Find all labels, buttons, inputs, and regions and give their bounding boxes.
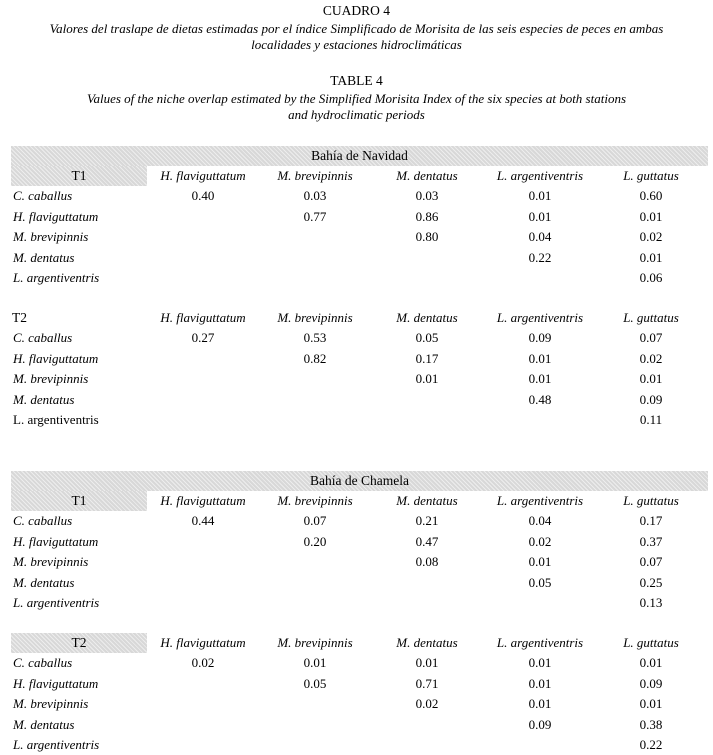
table-cell: 0.02 (528, 533, 552, 549)
table-cell: 0.01 (528, 371, 552, 387)
row-label: C. caballus (13, 655, 73, 671)
table-cell: 0.01 (528, 696, 552, 712)
column-header: L. guttatus (623, 635, 679, 650)
table-cell: 0.48 (528, 391, 552, 407)
table-cell: 0.01 (528, 655, 552, 671)
row-label: M. dentatus (13, 249, 75, 265)
table-cell: 0.09 (528, 330, 552, 346)
row-label: L. argentiventris (13, 270, 100, 285)
table-cell: 0.07 (639, 554, 663, 570)
column-header: M. dentatus (396, 635, 458, 650)
caption-en-title: TABLE 4 (330, 73, 383, 88)
table-cell: 0.01 (528, 675, 552, 691)
table-cell: 0.05 (528, 574, 552, 590)
row-label: M. brevipinnis (13, 696, 89, 712)
table-cell: 0.21 (415, 513, 439, 529)
column-header: H. flaviguttatum (160, 168, 246, 183)
table-cell: 0.02 (415, 696, 439, 712)
row-label: M. brevipinnis (13, 554, 89, 570)
table-cell: 0.01 (528, 554, 552, 570)
table-cell: 0.17 (639, 513, 663, 529)
row-label: L. argentiventris (13, 595, 100, 610)
table-cell: 0.01 (639, 371, 663, 387)
table-cell: 0.01 (528, 208, 552, 224)
column-header: L. argentiventris (496, 168, 584, 183)
row-label: H. flaviguttatum (13, 350, 99, 366)
column-header: M. brevipinnis (277, 635, 353, 650)
column-header: L. argentiventris (496, 310, 584, 325)
caption-es-line2: localidades y estaciones hidroclimáticas (251, 37, 462, 52)
row-label: M. brevipinnis (13, 371, 89, 387)
table-cell: 0.86 (415, 208, 439, 224)
row-label: H. flaviguttatum (13, 533, 99, 549)
row-label: L. argentiventris (13, 737, 100, 752)
column-header: H. flaviguttatum (160, 493, 246, 508)
table-cell: 0.07 (639, 330, 663, 346)
caption-en-line2: and hydroclimatic periods (288, 107, 425, 122)
table-cell: 0.38 (639, 716, 663, 732)
row-label: L. argentiventris (13, 412, 99, 427)
section-header: Bahía de Navidad (11, 146, 708, 166)
table-cell: 0.02 (191, 655, 215, 671)
table-cell: 0.17 (415, 350, 439, 366)
table-cell: 0.11 (639, 412, 663, 427)
table-cell: 0.01 (528, 188, 552, 204)
column-header: M. brevipinnis (277, 310, 353, 325)
section-header: Bahía de Chamela (11, 471, 708, 491)
table-cell: 0.02 (639, 350, 663, 366)
table-cell: 0.22 (639, 737, 663, 752)
table-cell: 0.06 (639, 270, 663, 285)
table-cell: 0.71 (415, 675, 439, 691)
table-cell: 0.60 (639, 188, 663, 204)
table-cell: 0.03 (303, 188, 327, 204)
table-cell: 0.20 (303, 533, 327, 549)
table-cell: 0.05 (415, 330, 439, 346)
column-header: L. argentiventris (496, 493, 584, 508)
caption-es-line1: Valores del traslape de dietas estimadas por el índice Simplificado de Morisita de las seis especies de peces en ambas (49, 21, 664, 36)
column-header: H. flaviguttatum (160, 635, 246, 650)
table-cell: 0.01 (639, 655, 663, 671)
table-cell: 0.27 (191, 330, 215, 346)
row-label: M. brevipinnis (13, 229, 89, 245)
table-cell: 0.04 (528, 513, 552, 529)
caption-es-title: CUADRO 4 (322, 3, 391, 18)
table-cell: 0.77 (303, 208, 327, 224)
row-label: M. dentatus (13, 391, 75, 407)
column-header: M. brevipinnis (277, 168, 353, 183)
table-cell: 0.22 (528, 249, 552, 265)
column-header: L. guttatus (623, 493, 679, 508)
table-cell: 0.40 (191, 188, 215, 204)
column-header: M. dentatus (396, 493, 458, 508)
row-label: M. dentatus (13, 574, 75, 590)
table-cell: 0.01 (303, 655, 327, 671)
table-cell: 0.01 (639, 696, 663, 712)
table-cell: 0.04 (528, 229, 552, 245)
row-label: H. flaviguttatum (13, 675, 99, 691)
row-label: C. caballus (13, 188, 73, 204)
period-label: T1 (11, 491, 147, 511)
table-cell: 0.01 (528, 350, 552, 366)
column-header: M. brevipinnis (277, 493, 353, 508)
table-cell: 0.37 (639, 533, 663, 549)
table-cell: 0.13 (639, 595, 663, 610)
column-header: M. dentatus (396, 310, 458, 325)
row-label: C. caballus (13, 330, 73, 346)
table-cell: 0.09 (639, 391, 663, 407)
table-cell: 0.01 (415, 371, 439, 387)
table-cell: 0.44 (191, 513, 215, 529)
column-header: M. dentatus (396, 168, 458, 183)
table-cell: 0.07 (303, 513, 327, 529)
column-header: L. guttatus (623, 310, 679, 325)
table-cell: 0.02 (639, 229, 663, 245)
row-label: H. flaviguttatum (13, 208, 99, 224)
column-header: L. argentiventris (496, 635, 584, 650)
table-cell: 0.08 (415, 554, 439, 570)
caption-en-line1: Values of the niche overlap estimated by the Simplified Morisita Index of the six species at both stations (86, 91, 627, 106)
period-label: T1 (11, 166, 147, 186)
table-cell: 0.47 (415, 533, 439, 549)
period-label: T2 (12, 310, 27, 325)
column-header: L. guttatus (623, 168, 679, 183)
table-cell: 0.82 (303, 350, 327, 366)
table-cell: 0.01 (415, 655, 439, 671)
period-label: T2 (11, 633, 147, 653)
table-cell: 0.09 (528, 716, 552, 732)
table-cell: 0.01 (639, 208, 663, 224)
row-label: C. caballus (13, 513, 73, 529)
table-cell: 0.01 (639, 249, 663, 265)
column-header: H. flaviguttatum (160, 310, 246, 325)
table-cell: 0.09 (639, 675, 663, 691)
row-label: M. dentatus (13, 716, 75, 732)
table-cell: 0.80 (415, 229, 439, 245)
table-cell: 0.53 (303, 330, 327, 346)
table-cell: 0.03 (415, 188, 439, 204)
table-cell: 0.05 (303, 675, 327, 691)
table-cell: 0.25 (639, 574, 663, 590)
